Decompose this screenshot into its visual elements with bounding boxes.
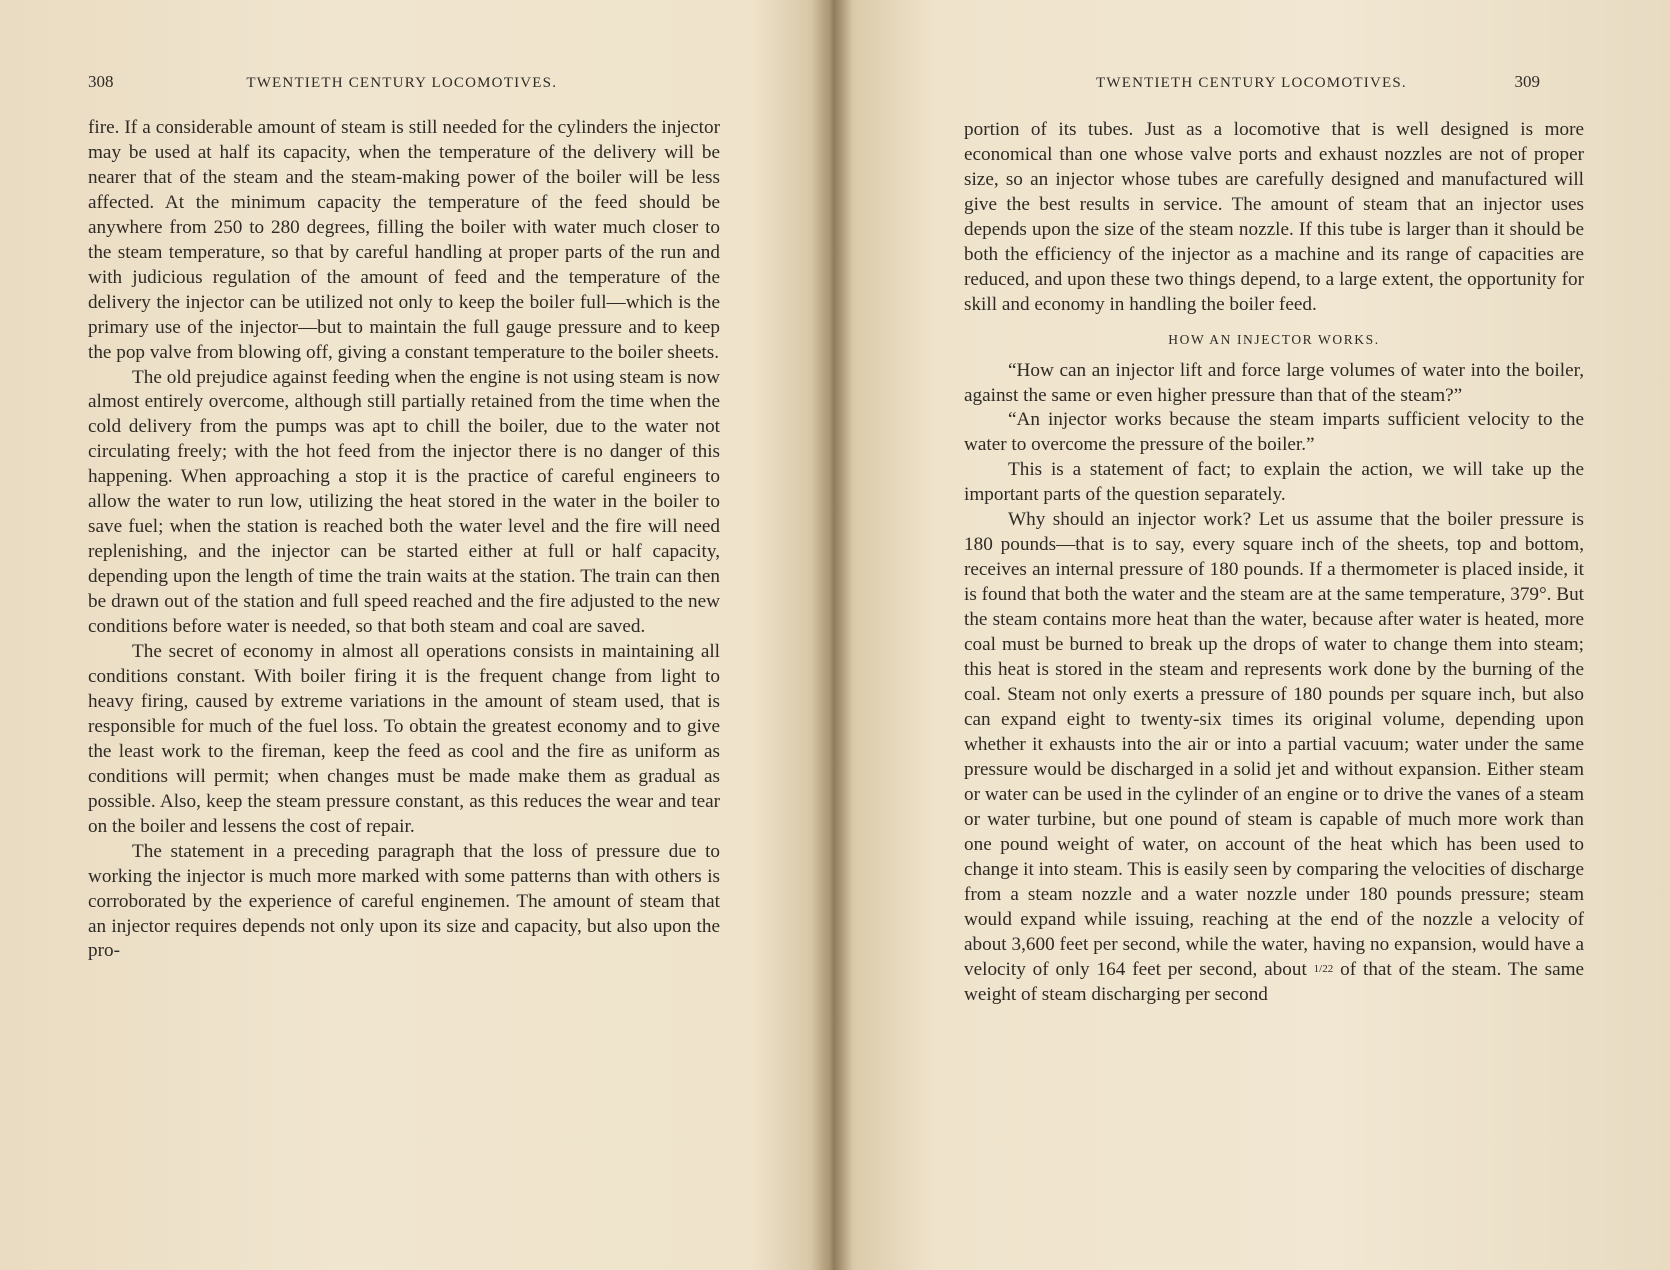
running-head: TWENTIETH CENTURY LOCOMOTIVES.: [1096, 75, 1407, 91]
page-number: 309: [1514, 72, 1540, 91]
paragraph: The secret of economy in almost all operations consists in maintaining all conditions constant. With boiler firing it is the frequent change from light to heavy firing, caused by extreme variations in the amount of steam used, that is responsible for much of the fuel loss. To obtain the greatest economy and to give the least work to the fireman, keep the feed as cool and the fire as uniform as conditions will permit; when changes must be made make them as gradual as possible. Also, keep the steam pressure constant, as this reduces the wear and tear on the boiler and lessens the cost of repair.: [88, 641, 720, 837]
paragraph: portion of its tubes. Just as a locomotive that is well designed is more economical than one whose valve ports and exhaust nozzles are not of proper size, so an injector whose tubes are carefully designed and manufactured will give the best results in service. The amount of steam that an injector uses depends upon the size of the steam nozzle. If this tube is larger than it should be both the efficiency of the injector as a machine and its range of capacities are reduced, and upon these two things depend, to a large extent, the opportunity for skill and economy in handling the boiler feed.: [964, 119, 1584, 315]
paragraph: This is a statement of fact; to explain the action, we will take up the important parts of the question separately.: [964, 459, 1584, 506]
paragraph: [964, 508, 1584, 1008]
left-page-body: [88, 116, 720, 964]
paragraph: The statement in a preceding paragraph that the loss of pressure due to working the injector is much more marked with some patterns than with others is corroborated by the experience of careful enginemen. The amount of steam that an injector requires depends not only upon its size and capacity, but also upon the pro-: [88, 840, 720, 962]
paragraph: “An injector works because the steam imparts sufficient velocity to the water to overcome the pressure of the boiler.”: [964, 409, 1584, 456]
page-number: 308: [88, 72, 114, 91]
right-page: [836, 0, 1670, 1270]
paragraph-text: of that of the steam. The same weight of steam discharging per second: [964, 959, 1585, 1006]
running-head: TWENTIETH CENTURY LOCOMOTIVES.: [246, 75, 558, 91]
paragraph: fire. If a considerable amount of steam is still needed for the cylinders the injector may be used at half its capacity, when the temperature of the delivery will be nearer that of the steam and the steam-making power of the boiler will be less affected. At the minimum capacity the temperature of the feed should be anywhere from 250 to 280 degrees, filling the boiler with water much closer to the steam temperature, so that by careful handling at proper parts of the run and with judicious regulation of the amount of feed and the temperature of the delivery the injector can be utilized not only to keep the boiler full—which is the primary use of the injector—but to maintain the full gauge pressure and to keep the pop valve from blowing off, giving a constant temperature to the boiler sheets.: [88, 117, 720, 363]
left-page: [0, 0, 834, 1270]
left-page-header: [88, 72, 720, 100]
section-heading: HOW AN INJECTOR WORKS.: [1168, 331, 1380, 347]
paragraph-text: Why should an injector work? Let us assume that the boiler pressure is 180 pounds—that is to say, every square inch of the sheets, top and bottom, receives an internal pressure of 180 pounds. If a thermometer is placed inside, it is found that both the water and the steam are at the same temperature, 379°. But the steam contains more heat than the water, because after water is heated, more coal must be burned to break up the drops of water to change them into steam; this heat is stored in the steam and represents work done by the burning of the coal. Steam not only exerts a pressure of 180 pounds per square inch, but also can expand eight to twenty-six times its original volume, depending upon whether it exhausts into the air or into a partial vacuum; water under the same pressure would be discharged in a solid jet and without expansion. Either steam or water can be used in the cylinder of an engine or to drive the vanes of a steam or water turbine, but one pound of steam is capable of much more work than one pound weight of water, on account of the heat which has been used to change it into steam. This is easily seen by comparing the velocities of discharge from a steam nozzle and a water nozzle under 180 pounds pressure; steam would expand while issuing, reaching at the end of the nozzle a velocity of about 3,600 feet per second, while the water, having no expansion, would have a velocity of only 164 feet per second, about: [964, 509, 1584, 981]
paragraph: “How can an injector lift and force large volumes of water into the boiler, against the same or even higher pressure than that of the steam?”: [964, 359, 1584, 406]
fraction: 1/22: [1313, 963, 1334, 976]
right-page-header: [1096, 72, 1540, 100]
right-page-body: [964, 118, 1584, 1008]
paragraph: The old prejudice against feeding when the engine is not using steam is now almost entirely overcome, although still partially retained from the time when the cold delivery from the pumps was apt to chill the boiler, due to the water not circulating freely; with the hot feed from the injector there is no danger of this happening. When approaching a stop it is the practice of careful engineers to allow the water to run low, utilizing the heat stored in the water in the boiler to save fuel; when the station is reached both the water level and the fire will need replenishing, and the injector can be started either at full or half capacity, depending upon the length of time the train waits at the station. The train can then be drawn out of the station and full speed reached and the fire adjusted to the new conditions before water is needed, so that both steam and coal are saved.: [88, 366, 720, 638]
